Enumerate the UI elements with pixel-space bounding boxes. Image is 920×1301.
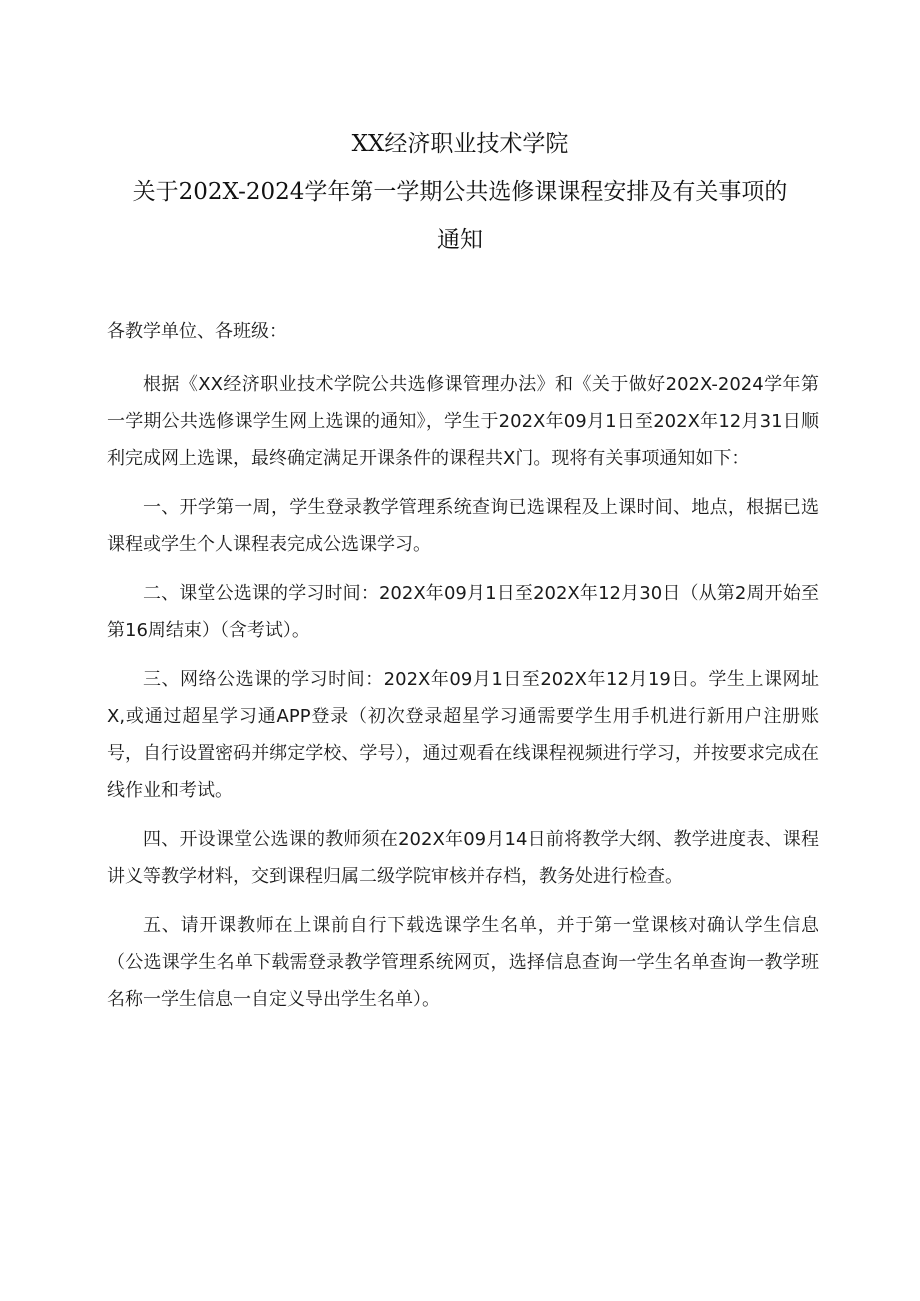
title-line-notice: 通知 — [437, 227, 483, 253]
paragraph-item-2: 二、课堂公选课的学习时间：202X年09月1日至202X年12月30日（从第2周开始至第16周结束）（含考试）。 — [107, 583, 819, 641]
title-line-institution: XX经济职业技术学院 — [351, 131, 569, 157]
salutation: 各教学单位、各班级： — [107, 321, 287, 342]
title-line-subject: 关于202X-2024学年第一学期公共选修课课程安排及有关事项的 — [132, 179, 788, 205]
document-body — [107, 366, 819, 1018]
paragraph-item-5: 五、请开课教师在上课前自行下载选课学生名单，并于第一堂课核对确认学生信息（公选课学生名单下载需登录教学管理系统网页，选择信息查询一学生名单查询一教学班名称一学生信息一自定义导出学生名单）。 — [107, 915, 819, 1010]
paragraph-item-3: 三、网络公选课的学习时间：202X年09月1日至202X年12月19日。学生上课网址X,或通过超星学习通APP登录（初次登录超星学习通需要学生用手机进行新用户注册账号，自行设置密码并绑定学校、学号），通过观看在线课程视频进行学习，并按要求完成在线作业和考试。 — [107, 669, 819, 801]
paragraph-intro: 根据《XX经济职业技术学院公共选修课管理办法》和《关于做好202X-2024学年第一学期公共选修课学生网上选课的通知》，学生于202X年09月1日至202X年12月31日顺利完成网上选课，最终确定满足开课条件的课程共X门。现将有关事项通知如下： — [107, 374, 819, 469]
paragraph-item-1: 一、开学第一周，学生登录教学管理系统查询已选课程及上课时间、地点，根据已选课程或学生个人课程表完成公选课学习。 — [107, 497, 819, 555]
paragraph-item-4: 四、开设课堂公选课的教师须在202X年09月14日前将教学大纲、教学进度表、课程讲义等教学材料，交到课程归属二级学院审核并存档，教务处进行检查。 — [107, 829, 819, 887]
document-title — [0, 120, 920, 264]
